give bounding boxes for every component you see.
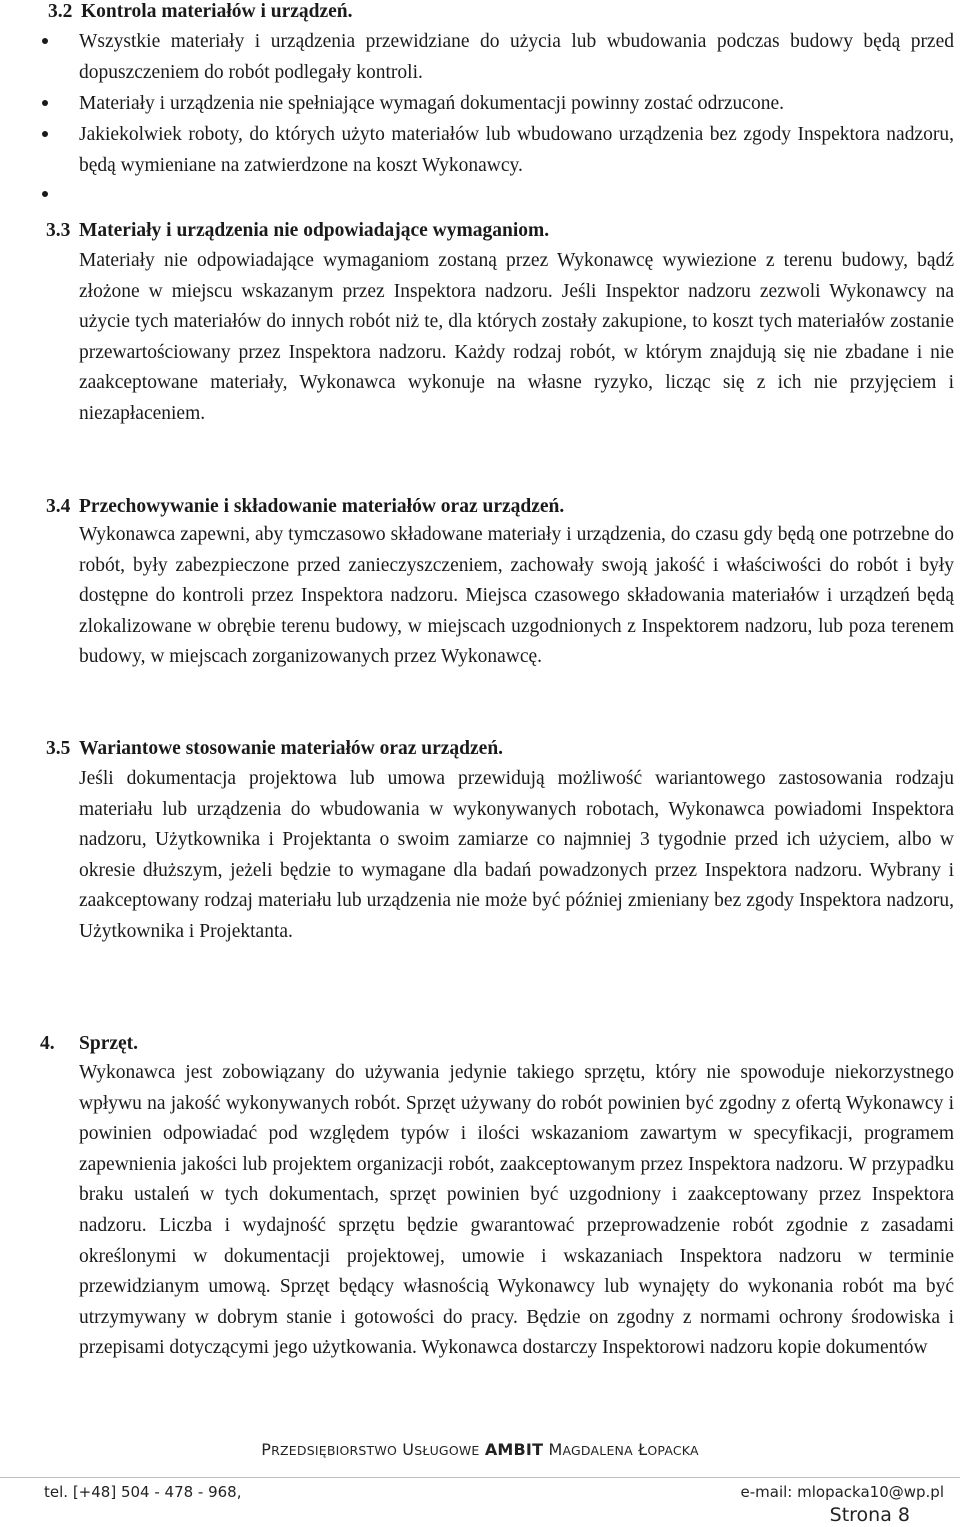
company-word: MAGDALENA bbox=[548, 1440, 633, 1459]
bullet-icon bbox=[42, 100, 48, 106]
section-title: Wariantowe stosowanie materiałów oraz urządzeń. bbox=[79, 738, 504, 759]
section-title: Przechowywanie i składowanie materiałów oraz urządzeń. bbox=[79, 496, 565, 517]
section-heading-4 bbox=[40, 1032, 138, 1056]
section-number: 3.4 bbox=[46, 496, 71, 517]
section-heading-3-5 bbox=[46, 737, 503, 761]
section-number: 3.2 bbox=[48, 1, 73, 22]
bullet-icon bbox=[42, 38, 48, 44]
section-title: Materiały i urządzenia nie odpowiadające wymaganiom. bbox=[79, 220, 550, 241]
company-word-bold: AMBIT bbox=[484, 1440, 544, 1459]
section-title: Kontrola materiałów i urządzeń. bbox=[81, 1, 353, 22]
section-heading-3-4 bbox=[46, 495, 564, 519]
company-word: PRZEDSIĘBIORSTWO bbox=[261, 1440, 397, 1459]
section-number: 4. bbox=[40, 1033, 55, 1054]
paragraph-4: Wykonawca jest zobowiązany do używania jedynie takiego sprzętu, który nie spowoduje niekorzystnego wpływu na jakość wykonywanych robót. Sprzęt używany do robót powinien być zgodny z ofertą Wykonawcy i powinien odpowiadać pod względem typów i ilości wskazaniom zawartym w specyfikacji, programem zapewnienia jakości lub projektem organizacji robót, zaakceptowanym przez Inspektora nadzoru. W przypadku braku ustaleń w tych dokumentach, sprzęt powinien być uzgodniony i zaakceptowany przez Inspektora nadzoru. Liczba i wydajność sprzętu będzie gwarantować przeprowadzenie robót zgodnie z zasadami określonymi w dokumentacji projektowej, umowie i wskazaniach Inspektora nadzoru w terminie przewidzianym umową. Sprzęt będący własnością Wykonawcy lub wynajęty do wykonania robót ma być utrzymywany w dobrym stanie i gotowości do pracy. Będzie on zgodny z normami ochrony środowiska i przepisami dotyczącymi jego użytkowania. Wykonawca dostarczy Inspektorowi nadzoru kopie dokumentów bbox=[79, 1062, 954, 1359]
section-title: Sprzęt. bbox=[79, 1033, 139, 1054]
bullet-item-empty bbox=[40, 181, 954, 212]
footer-phone: tel. [+48] 504 - 478 - 968, bbox=[44, 1483, 242, 1501]
company-word: ŁOPACKA bbox=[638, 1440, 699, 1459]
section-number: 3.3 bbox=[46, 220, 71, 241]
footer-divider bbox=[0, 1477, 960, 1478]
bullet-icon bbox=[42, 131, 48, 137]
bullet-text: Materiały i urządzenia nie spełniające wymagań dokumentacji powinny zostać odrzucone. bbox=[79, 93, 784, 114]
footer-email[interactable]: e-mail: mlopacka10@wp.pl bbox=[740, 1483, 944, 1501]
bullet-item bbox=[40, 88, 954, 119]
footer-company-name bbox=[0, 1440, 960, 1459]
page-number: Strona 8 bbox=[829, 1504, 910, 1526]
section-number: 3.5 bbox=[46, 738, 71, 759]
bullet-item bbox=[40, 119, 954, 181]
paragraph-3-3: Materiały nie odpowiadające wymaganiom zostaną przez Wykonawcę wywiezione z terenu budowy, bądź złożone w miejscu wskazanym przez Inspektora nadzoru. Jeśli Inspektor nadzoru zezwoli Wykonawcy na użycie tych materiałów do innych robót niż te, dla których zostały zakupione, to koszt tych materiałów zostanie przewartościowany przez Inspektora nadzoru. Każdy rodzaj robót, w którym znajdują się nie zbadane i nie zaakceptowane materiały, Wykonawca wykonuje na własne ryzyko, licząc się z ich nie przyjęciem i niezapłaceniem. bbox=[79, 250, 954, 424]
section-heading-3-2 bbox=[48, 0, 353, 24]
bullet-icon bbox=[42, 191, 48, 197]
company-word: USŁUGOWE bbox=[402, 1440, 480, 1459]
paragraph-3-4: Wykonawca zapewni, aby tymczasowo składowane materiały i urządzenia, do czasu gdy będą one potrzebne do robót, były zabezpieczone przed zanieczyszczeniem, zachowały swoją jakość i właściwości do robót i były dostępne do kontroli przez Inspektora nadzoru. Miejsca czasowego składowania materiałów i urządzeń będą zlokalizowane w obrębie terenu budowy, w miejscach uzgodnionych z Inspektorem nadzoru, lub poza terenem budowy, w miejscach zorganizowanych przez Wykonawcę. bbox=[79, 524, 954, 668]
section-heading-3-3 bbox=[46, 219, 549, 243]
bullet-text: Wszystkie materiały i urządzenia przewidziane do użycia lub wbudowania podczas budowy będą przed dopuszczeniem do robót podlegały kontroli. bbox=[79, 31, 954, 83]
bullet-list-3-2 bbox=[40, 26, 954, 212]
bullet-text: Jakiekolwiek roboty, do których użyto materiałów lub wbudowano urządzenia bez zgody Inspektora nadzoru, będą wymieniane na zatwierdzone na koszt Wykonawcy. bbox=[79, 124, 954, 176]
paragraph-3-5: Jeśli dokumentacja projektowa lub umowa przewidują możliwość wariantowego zastosowania rodzaju materiału lub urządzenia do wbudowania w wykonywanych robotach, Wykonawca powiadomi Inspektora nadzoru, Użytkownika i Projektanta o swoim zamiarze co najmniej 3 tygodnie przed ich użyciem, albo w okresie dłuższym, jeżeli będzie to wymagane dla badań powadzonych przez Inspektora nadzoru. Wybrany i zaakceptowany rodzaj materiału lub urządzenia nie może być później zmieniany bez zgody Inspektora nadzoru, Użytkownika i Projektanta. bbox=[79, 768, 954, 942]
bullet-item bbox=[40, 26, 954, 88]
